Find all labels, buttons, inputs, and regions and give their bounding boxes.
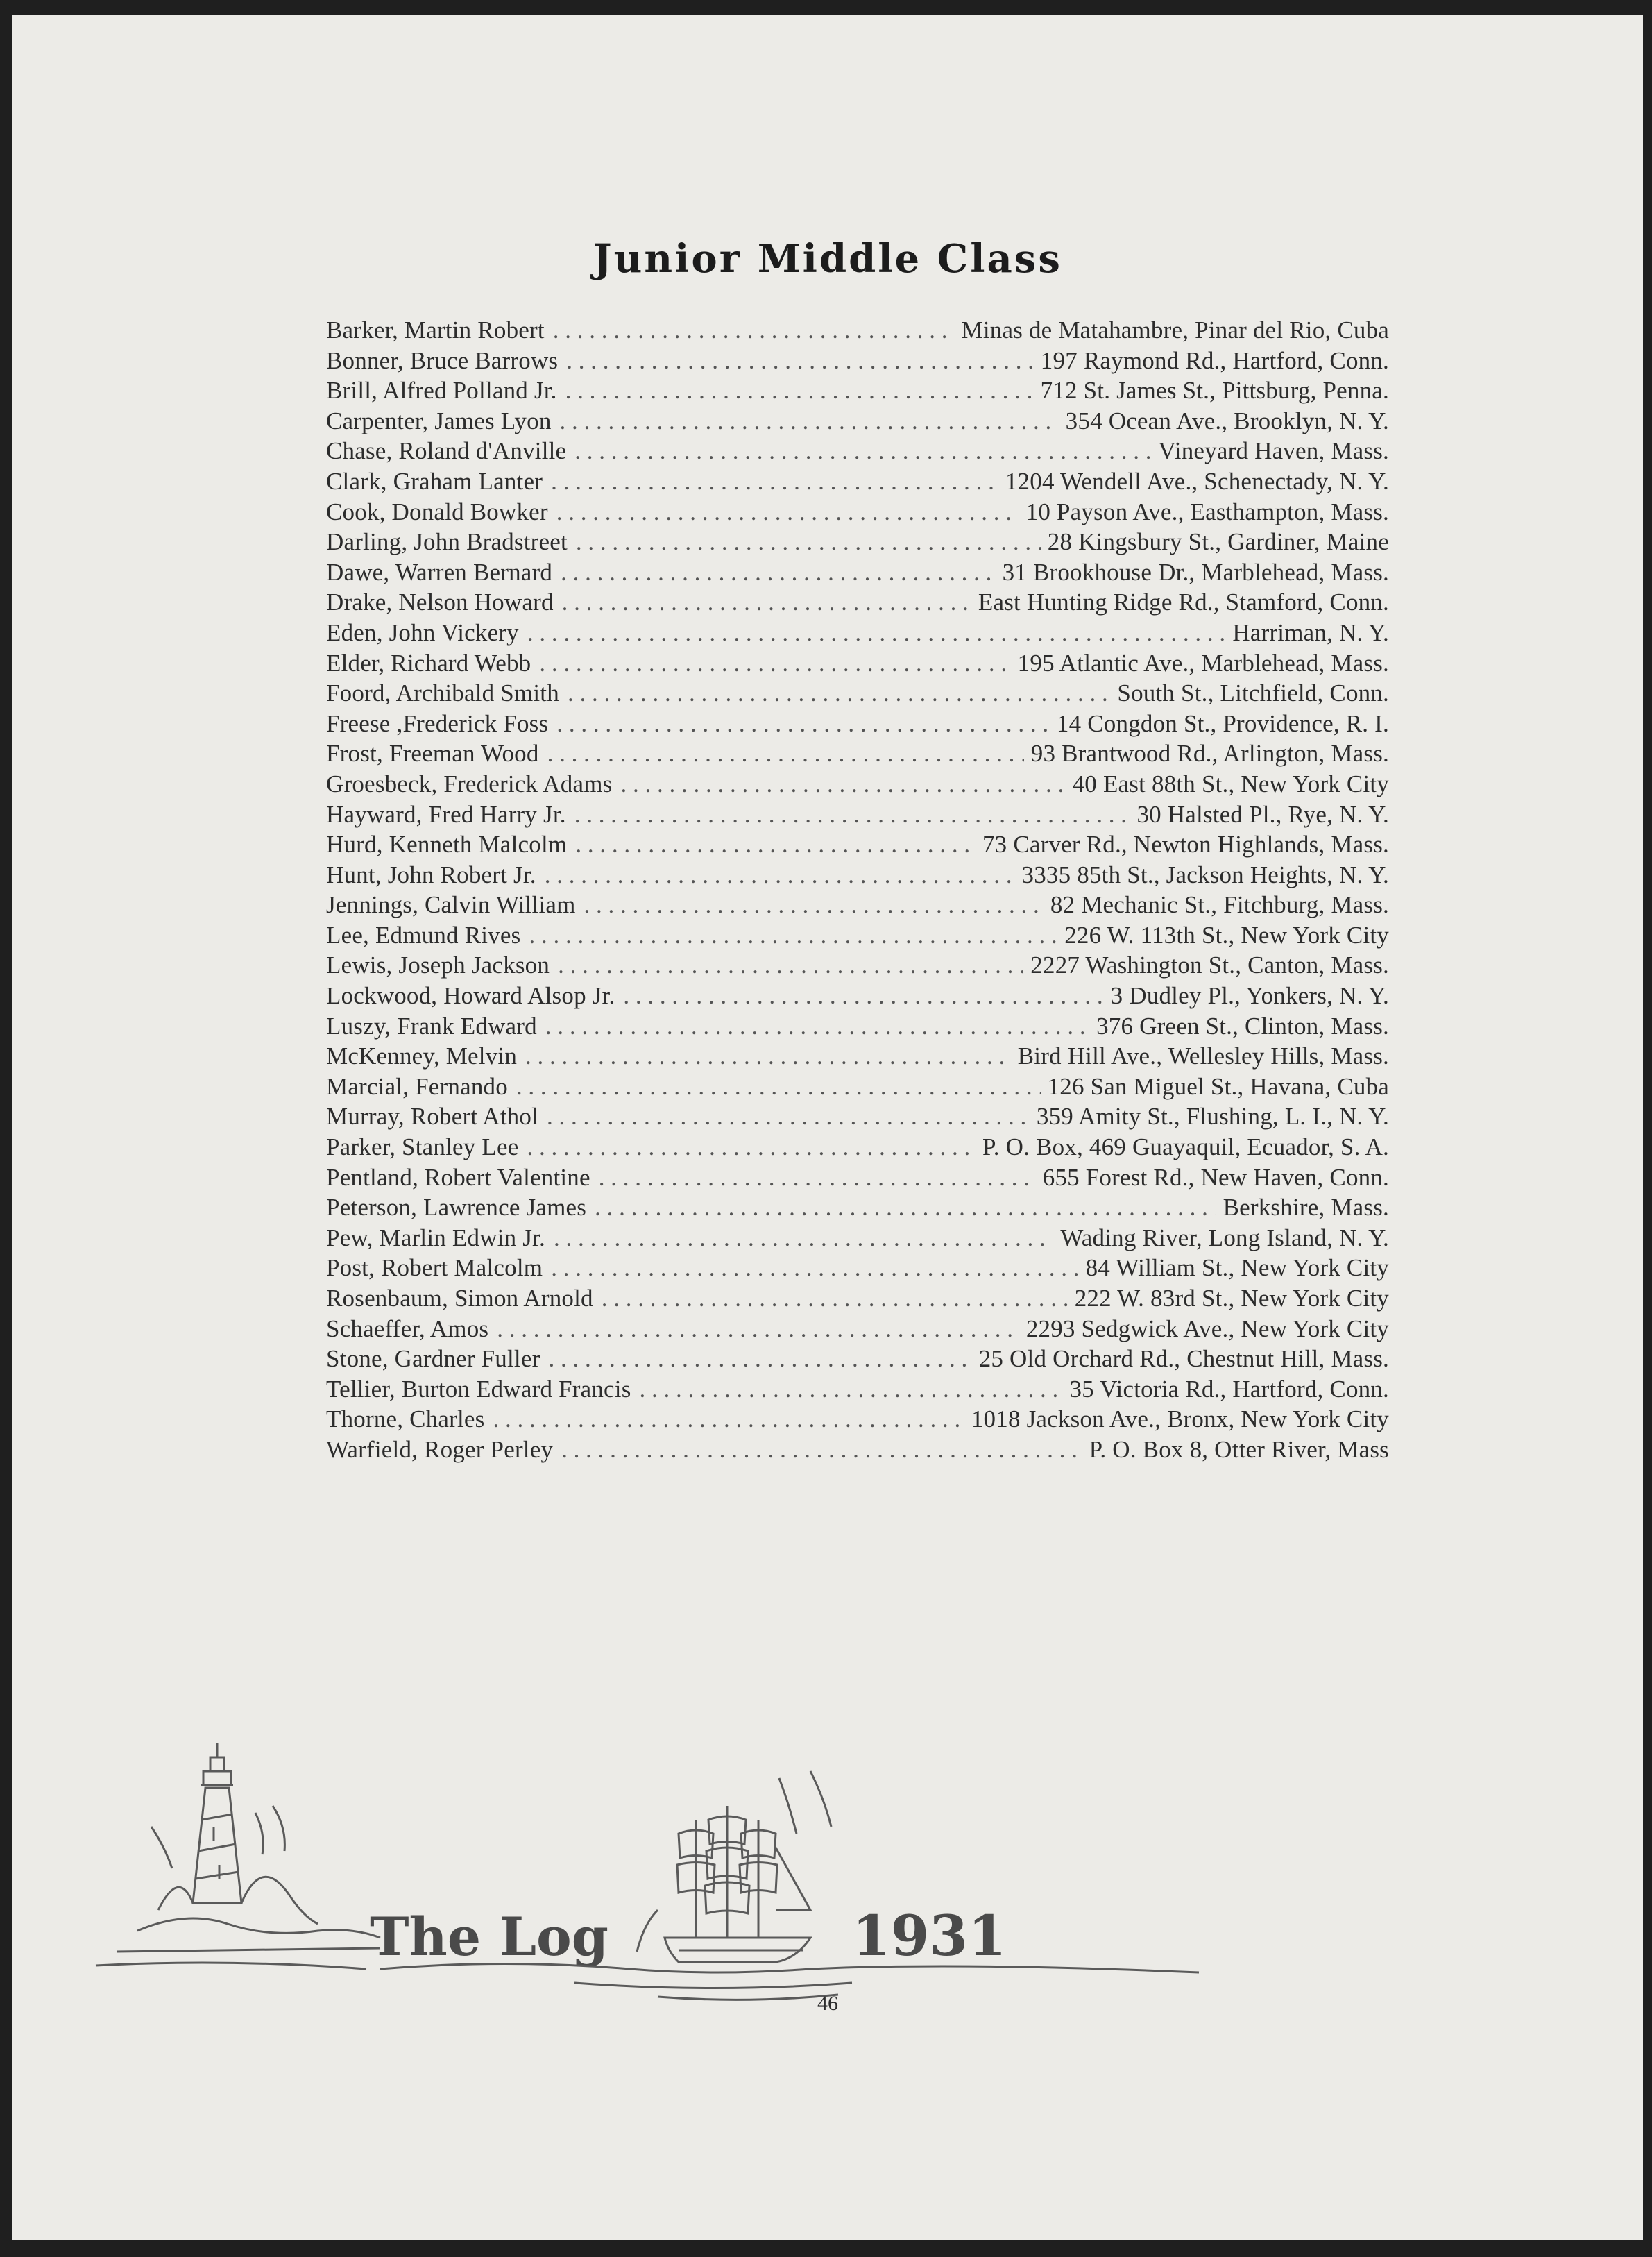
student-name: Chase, Roland d'Anville — [326, 437, 567, 465]
student-row — [326, 468, 1389, 498]
dot-leader — [558, 952, 1023, 979]
student-row — [326, 437, 1389, 468]
dot-leader — [595, 1194, 1216, 1222]
student-name: Hunt, John Robert Jr. — [326, 861, 536, 888]
dot-leader — [576, 528, 1041, 556]
student-row — [326, 952, 1389, 982]
dot-leader — [575, 831, 976, 859]
student-row — [326, 1042, 1389, 1073]
dot-leader — [493, 1405, 964, 1433]
student-row — [326, 377, 1389, 407]
student-row — [326, 861, 1389, 892]
student-row — [326, 679, 1389, 710]
dot-leader — [556, 498, 1019, 526]
student-row — [326, 650, 1389, 680]
dot-leader — [548, 1345, 971, 1373]
student-row — [326, 498, 1389, 529]
student-address: Vineyard Haven, Mass. — [1158, 437, 1389, 465]
student-row — [326, 1103, 1389, 1133]
student-name: Marcial, Fernando — [326, 1072, 508, 1100]
student-name: Freese ,Frederick Foss — [326, 709, 549, 737]
emblem-left-text: The Log — [370, 1906, 608, 1968]
dot-leader — [562, 589, 971, 616]
student-row — [326, 1315, 1389, 1346]
student-address: 30 Halsted Pl., Rye, N. Y. — [1136, 800, 1389, 828]
student-row — [326, 1194, 1389, 1224]
student-row — [326, 619, 1389, 650]
dot-leader — [565, 377, 1034, 405]
student-address: P. O. Box 8, Otter River, Mass — [1089, 1435, 1389, 1463]
student-row — [326, 891, 1389, 922]
student-row — [326, 1224, 1389, 1255]
student-name: Drake, Nelson Howard — [326, 589, 554, 616]
student-name: Foord, Archibald Smith — [326, 679, 559, 707]
student-row — [326, 589, 1389, 619]
student-address: 1018 Jackson Ave., Bronx, New York City — [971, 1405, 1389, 1433]
student-name: Luszy, Frank Edward — [326, 1012, 537, 1040]
student-row — [326, 1405, 1389, 1436]
dot-leader — [545, 1013, 1089, 1040]
student-name: Thorne, Charles — [326, 1405, 485, 1433]
student-row — [326, 1254, 1389, 1285]
student-address: 82 Mechanic St., Fitchburg, Mass. — [1050, 891, 1389, 919]
student-name: Carpenter, James Lyon — [326, 407, 552, 434]
student-row — [326, 1376, 1389, 1406]
student-address: 73 Carver Rd., Newton Highlands, Mass. — [982, 831, 1389, 859]
student-row — [326, 1285, 1389, 1315]
student-address: 93 Brantwood Rd., Arlington, Mass. — [1030, 740, 1389, 768]
student-name: Eden, John Vickery — [326, 618, 519, 646]
student-row — [326, 922, 1389, 952]
sailing-ship-icon — [637, 1771, 831, 1962]
student-address: P. O. Box, 469 Guayaquil, Ecuador, S. A. — [982, 1133, 1389, 1161]
yearbook-page — [12, 15, 1643, 2240]
dot-leader — [525, 1042, 1011, 1070]
student-row — [326, 559, 1389, 589]
student-name: Lee, Edmund Rives — [326, 921, 521, 949]
log-emblem — [89, 1730, 1227, 2021]
dot-leader — [560, 407, 1059, 435]
student-row — [326, 982, 1389, 1013]
dot-leader — [545, 861, 1015, 889]
student-row — [326, 407, 1389, 438]
student-address: Wading River, Long Island, N. Y. — [1060, 1224, 1389, 1251]
page-title: Junior Middle Class — [593, 236, 1062, 282]
dot-leader — [497, 1315, 1019, 1343]
student-name: McKenney, Melvin — [326, 1042, 518, 1070]
student-address: 84 William St., New York City — [1085, 1254, 1389, 1282]
student-address: 2227 Washington St., Canton, Mass. — [1030, 952, 1389, 979]
dot-leader — [556, 710, 1050, 738]
student-address: Minas de Matahambre, Pinar del Rio, Cuba — [961, 316, 1389, 344]
lighthouse-icon — [96, 1743, 380, 1969]
student-address: 31 Brookhouse Dr., Marblehead, Mass. — [1002, 558, 1389, 586]
student-name: Elder, Richard Webb — [326, 649, 531, 677]
student-row — [326, 801, 1389, 831]
student-address: 359 Amity St., Flushing, L. I., N. Y. — [1036, 1103, 1389, 1131]
student-row — [326, 1013, 1389, 1043]
student-roster — [326, 316, 1389, 1466]
student-row — [326, 347, 1389, 378]
student-address: 197 Raymond Rd., Hartford, Conn. — [1040, 346, 1389, 374]
dot-leader — [516, 1073, 1041, 1101]
dot-leader — [527, 619, 1226, 647]
student-name: Murray, Robert Athol — [326, 1103, 538, 1131]
student-name: Groesbeck, Frederick Adams — [326, 770, 613, 797]
student-name: Clark, Graham Lanter — [326, 467, 543, 495]
student-address: 28 Kingsbury St., Gardiner, Maine — [1047, 528, 1389, 556]
student-address: 226 W. 113th St., New York City — [1064, 921, 1389, 949]
student-address: Harriman, N. Y. — [1232, 618, 1389, 646]
student-address: 35 Victoria Rd., Hartford, Conn. — [1069, 1375, 1389, 1403]
student-row — [326, 740, 1389, 770]
student-address: 126 San Miguel St., Havana, Cuba — [1047, 1072, 1389, 1100]
dot-leader — [529, 922, 1057, 949]
student-name: Cook, Donald Bowker — [326, 498, 548, 525]
dot-leader — [554, 1224, 1053, 1252]
student-row — [326, 1133, 1389, 1164]
dot-leader — [620, 770, 1065, 798]
student-address: 3 Dudley Pl., Yonkers, N. Y. — [1110, 982, 1389, 1010]
student-name: Darling, John Bradstreet — [326, 528, 568, 556]
student-name: Stone, Gardner Fuller — [326, 1345, 540, 1373]
dot-leader — [547, 1103, 1030, 1131]
dot-leader — [574, 801, 1130, 829]
student-name: Post, Robert Malcolm — [326, 1254, 543, 1282]
student-row — [326, 1345, 1389, 1376]
student-name: Hayward, Fred Harry Jr. — [326, 800, 566, 828]
student-address: 14 Congdon St., Providence, R. I. — [1056, 709, 1389, 737]
student-name: Brill, Alfred Polland Jr. — [326, 377, 557, 405]
student-address: South St., Litchfield, Conn. — [1117, 679, 1389, 707]
dot-leader — [566, 347, 1034, 375]
student-row — [326, 831, 1389, 861]
dot-leader — [561, 1436, 1082, 1464]
student-name: Tellier, Burton Edward Francis — [326, 1375, 631, 1403]
dot-leader — [599, 1164, 1036, 1192]
dot-leader — [527, 1133, 976, 1161]
student-name: Barker, Martin Robert — [326, 316, 545, 344]
emblem-right-text: 1931 — [852, 1903, 1007, 1968]
student-address: 222 W. 83rd St., New York City — [1074, 1285, 1389, 1312]
student-row — [326, 316, 1389, 347]
student-address: Bird Hill Ave., Wellesley Hills, Mass. — [1017, 1042, 1389, 1070]
student-name: Hurd, Kenneth Malcolm — [326, 831, 568, 859]
student-name: Pentland, Robert Valentine — [326, 1163, 590, 1191]
student-address: Berkshire, Mass. — [1223, 1194, 1389, 1222]
dot-leader — [561, 559, 996, 586]
dot-leader — [640, 1376, 1063, 1403]
student-name: Jennings, Calvin William — [326, 891, 576, 919]
student-name: Warfield, Roger Perley — [326, 1435, 554, 1463]
student-address: 40 East 88th St., New York City — [1072, 770, 1389, 797]
student-address: 2293 Sedgwick Ave., New York City — [1025, 1315, 1389, 1342]
dot-leader — [584, 891, 1044, 919]
student-name: Peterson, Lawrence James — [326, 1194, 587, 1222]
student-row — [326, 1164, 1389, 1194]
student-address: 354 Ocean Ave., Brooklyn, N. Y. — [1065, 407, 1389, 434]
page-number: 46 — [817, 1992, 838, 2015]
student-name: Rosenbaum, Simon Arnold — [326, 1285, 593, 1312]
student-address: 10 Payson Ave., Easthampton, Mass. — [1025, 498, 1389, 525]
student-name: Schaeffer, Amos — [326, 1315, 489, 1342]
student-row — [326, 770, 1389, 801]
dot-leader — [551, 468, 998, 496]
student-address: 376 Green St., Clinton, Mass. — [1096, 1012, 1389, 1040]
student-address: 1204 Wendell Ave., Schenectady, N. Y. — [1005, 467, 1389, 495]
student-name: Dawe, Warren Bernard — [326, 558, 553, 586]
dot-leader — [553, 316, 955, 344]
student-row — [326, 528, 1389, 559]
dot-leader — [574, 437, 1151, 465]
student-row — [326, 1073, 1389, 1104]
dot-leader — [539, 650, 1010, 677]
student-row — [326, 710, 1389, 741]
student-name: Lockwood, Howard Alsop Jr. — [326, 982, 615, 1010]
student-name: Pew, Marlin Edwin Jr. — [326, 1224, 545, 1251]
student-address: 655 Forest Rd., New Haven, Conn. — [1042, 1163, 1389, 1191]
student-name: Bonner, Bruce Barrows — [326, 346, 559, 374]
dot-leader — [551, 1254, 1078, 1282]
student-address: East Hunting Ridge Rd., Stamford, Conn. — [978, 589, 1389, 616]
dot-leader — [623, 982, 1103, 1010]
dot-leader — [547, 740, 1024, 768]
dot-leader — [568, 679, 1110, 707]
student-address: 25 Old Orchard Rd., Chestnut Hill, Mass. — [978, 1345, 1389, 1373]
dot-leader — [602, 1285, 1068, 1312]
student-address: 712 St. James St., Pittsburg, Penna. — [1040, 377, 1389, 405]
student-row — [326, 1436, 1389, 1466]
student-name: Frost, Freeman Wood — [326, 740, 539, 768]
student-address: 195 Atlantic Ave., Marblehead, Mass. — [1017, 649, 1389, 677]
student-name: Lewis, Joseph Jackson — [326, 952, 550, 979]
student-address: 3335 85th St., Jackson Heights, N. Y. — [1021, 861, 1389, 888]
student-name: Parker, Stanley Lee — [326, 1133, 519, 1161]
